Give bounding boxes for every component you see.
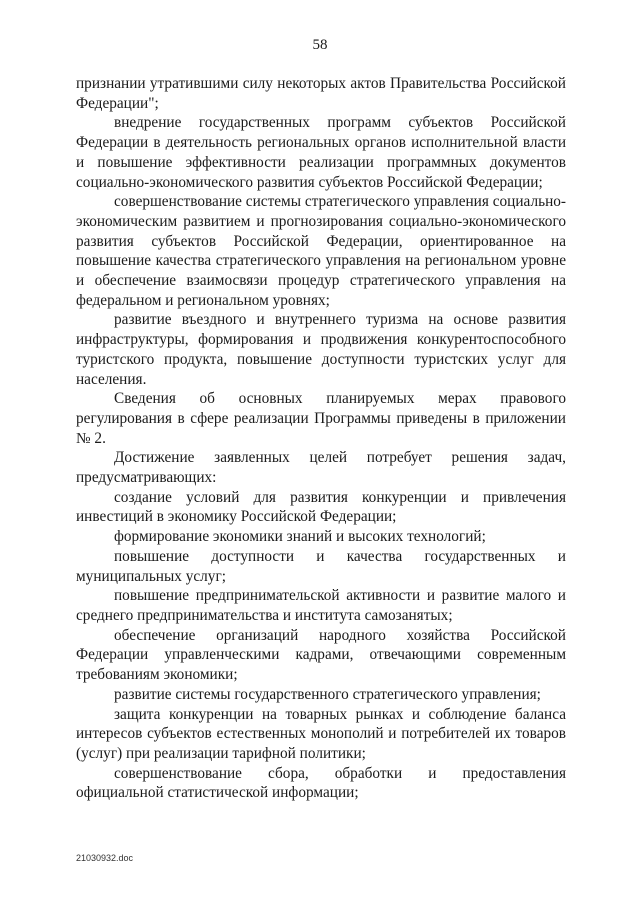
paragraph: создание условий для развития конкуренции и привлечения инвестиций в экономику Российской Федерации; [76,488,566,526]
document-body [76,74,566,803]
paragraph: Достижение заявленных целей потребует решения задач, предусматривающих: [76,449,566,487]
page-number: 58 [312,37,328,53]
paragraph: развитие системы государственного стратегического управления; [114,685,541,703]
paragraph: Сведения об основных планируемых мерах правового регулирования в сфере реализации Программы приведены в приложении № 2. [76,390,566,447]
paragraph: формирование экономики знаний и высоких технологий; [114,528,486,546]
footer-filename: 21030932.doc [76,853,134,863]
paragraph: развитие въездного и внутреннего туризма на основе развития инфраструктуры, формирования и продвижения конкурентоспособного туристского продукта, повышение доступности туристских услуг для населения. [76,311,566,388]
paragraph: признании утратившими силу некоторых актов Правительства Российской Федерации"; [76,75,566,112]
paragraph: защита конкуренции на товарных рынках и соблюдение баланса интересов субъектов естественных монополий и потребителей их товаров (услуг) при реализации тарифной политики; [76,705,566,762]
paragraph: совершенствование системы стратегического управления социально-экономическим развитием и прогнозирования социально-экономического развития субъектов Российской Федерации, ориентированное на повышение качества стратегического управления на региональном уровне и обеспечение взаимосвязи процедур стратегического управления на федеральном и региональном уровнях; [76,193,567,309]
paragraph: обеспечение организаций народного хозяйства Российской Федерации управленческими кадрами, отвечающими современным требованиям экономики; [76,626,566,684]
paragraph: повышение доступности и качества государственных и муниципальных услуг; [76,547,566,585]
paragraph: внедрение государственных программ субъектов Российской Федерации в деятельность региональных органов исполнительной власти и повышение эффективности реализации программных документов социально-экономического развития субъектов Российской Федерации; [76,114,566,191]
paragraph: совершенствование сбора, обработки и предоставления официальной статистической информации; [76,764,566,802]
paragraph: повышение предпринимательской активности и развитие малого и среднего предпринимательства и института самозанятых; [76,587,566,624]
